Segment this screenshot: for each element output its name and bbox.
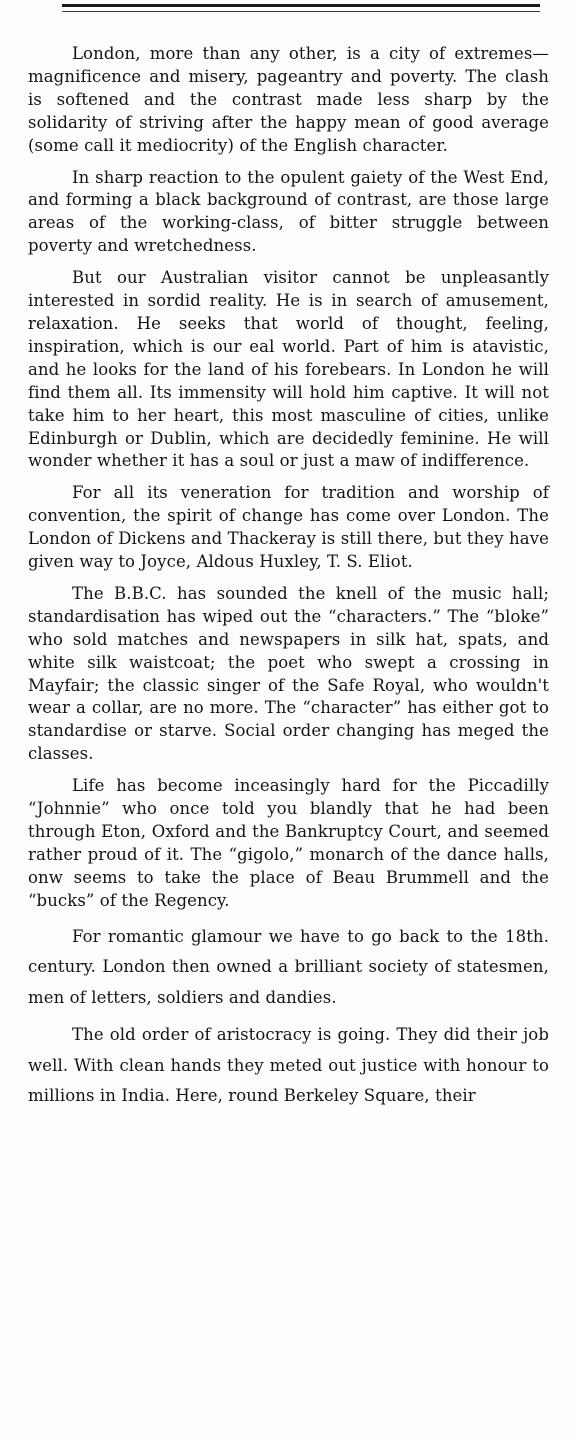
paragraph-3: But our Australian visitor cannot be unpleasantly interested in sordid reality. He is in search of amusement, relaxation. He seeks that world of thought, feeling, inspiration, which is our eal world. Part of him is atavistic, and he looks for the land of his forebears. In London he will find them all. Its immensity will hold him captive. It will not take him to her heart, this most masculine of cities, unlike Edinburgh or Dublin, which are decidedly feminine. He will wonder whether it has a soul or just a maw of indifference. [28,268,549,471]
paragraph-7: For romantic glamour we have to go back to the 18th. century. London then owned a brilliant society of statesmen, men of letters, soldiers and dandies. [28,926,549,1007]
top-rule [62,4,540,7]
paragraph-5: The B.B.C. has sounded the knell of the music hall; standardisation has wiped out the “characters.” The “bloke” who sold matches and newspapers in silk hat, spats, and white silk waistcoat; the poet who swept a crossing in Mayfair; the classic singer of the Safe Royal, who wouldn't wear a collar, are no more. The “character” has either got to standardise or starve. Social order changing has meged the classes. [28,583,549,764]
article-column [28,43,549,1119]
paragraph-1: London, more than any other, is a city of extremes—magnificence and misery, pageantry and poverty. The clash is softened and the contrast made less sharp by the solidarity of striving after the happy mean of good average (some call it mediocrity) of the English character. [28,44,549,155]
paragraph-4: For all its veneration for tradition and worship of convention, the spirit of change has come over London. The London of Dickens and Thackeray is still there, but they have given way to Joyce, Aldous Huxley, T. S. Eliot. [28,483,549,572]
top-rule-thin [62,11,540,12]
paragraph-2: In sharp reaction to the opulent gaiety of the West End, and forming a black background of contrast, are those large areas of the working-class, of bitter struggle between poverty and wretchedness. [28,167,549,256]
paragraph-6: Life has become inceasingly hard for the Piccadilly “Johnnie” who once told you blandly that he had been through Eton, Oxford and the Bankruptcy Court, and seemed rather proud of it. The “gigolo,” monarch of the dance halls, onw seems to take the place of Beau Brummell and the “bucks” of the Regency. [28,776,549,910]
paragraph-8: The old order of aristocracy is going. They did their job well. With clean hands they meted out justice with honour to millions in India. Here, round Berkeley Square, their [28,1025,549,1106]
